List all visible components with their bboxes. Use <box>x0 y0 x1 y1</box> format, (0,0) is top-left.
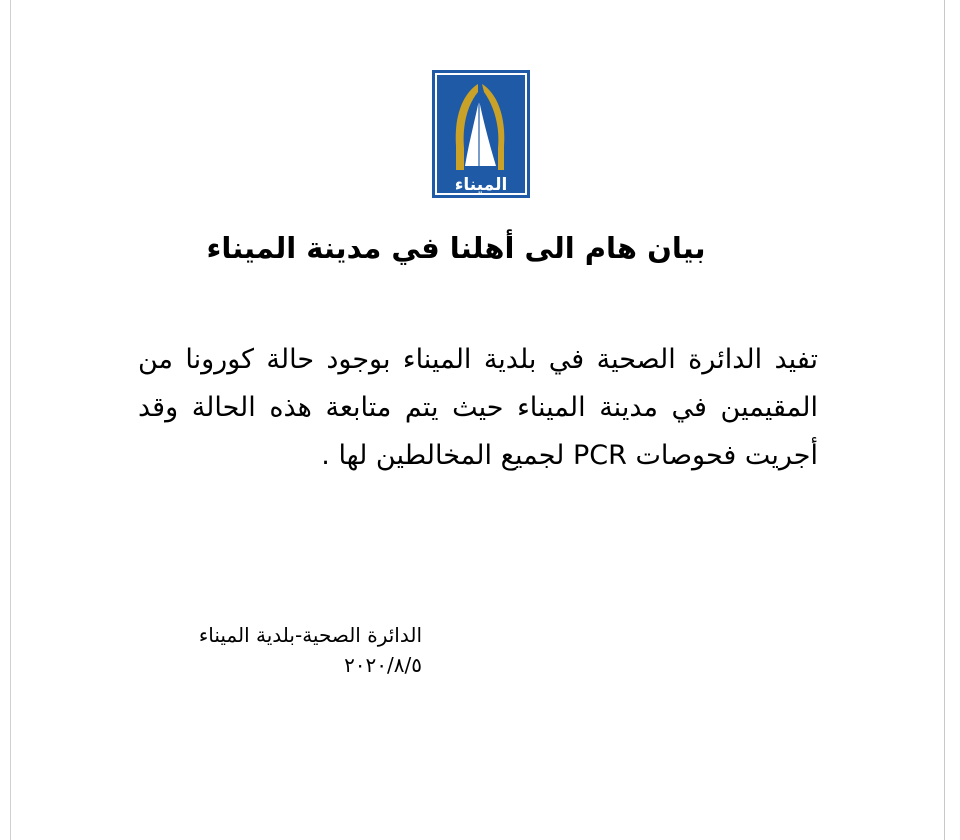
page-title: بيان هام الى أهلنا في مدينة الميناء <box>206 231 706 265</box>
logo-text: الميناء <box>454 175 508 195</box>
issue-date: ٢٠٢٠/٨/٥ <box>344 653 422 677</box>
page-right-edge <box>944 0 945 840</box>
sailboat-logo-icon <box>432 70 530 198</box>
municipality-logo <box>432 70 530 198</box>
announcement-body: تفيد الدائرة الصحية في بلدية الميناء بوجود حالة كورونا من المقيمين في مدينة الميناء حيث يتم متابعة هذه الحالة وقد أجريت فحوصات PCR لجميع المخالطين لها . <box>138 344 818 471</box>
signature-block <box>100 620 422 680</box>
issuer-name: الدائرة الصحية-بلدية الميناء <box>198 623 422 647</box>
page-left-edge <box>10 0 11 840</box>
